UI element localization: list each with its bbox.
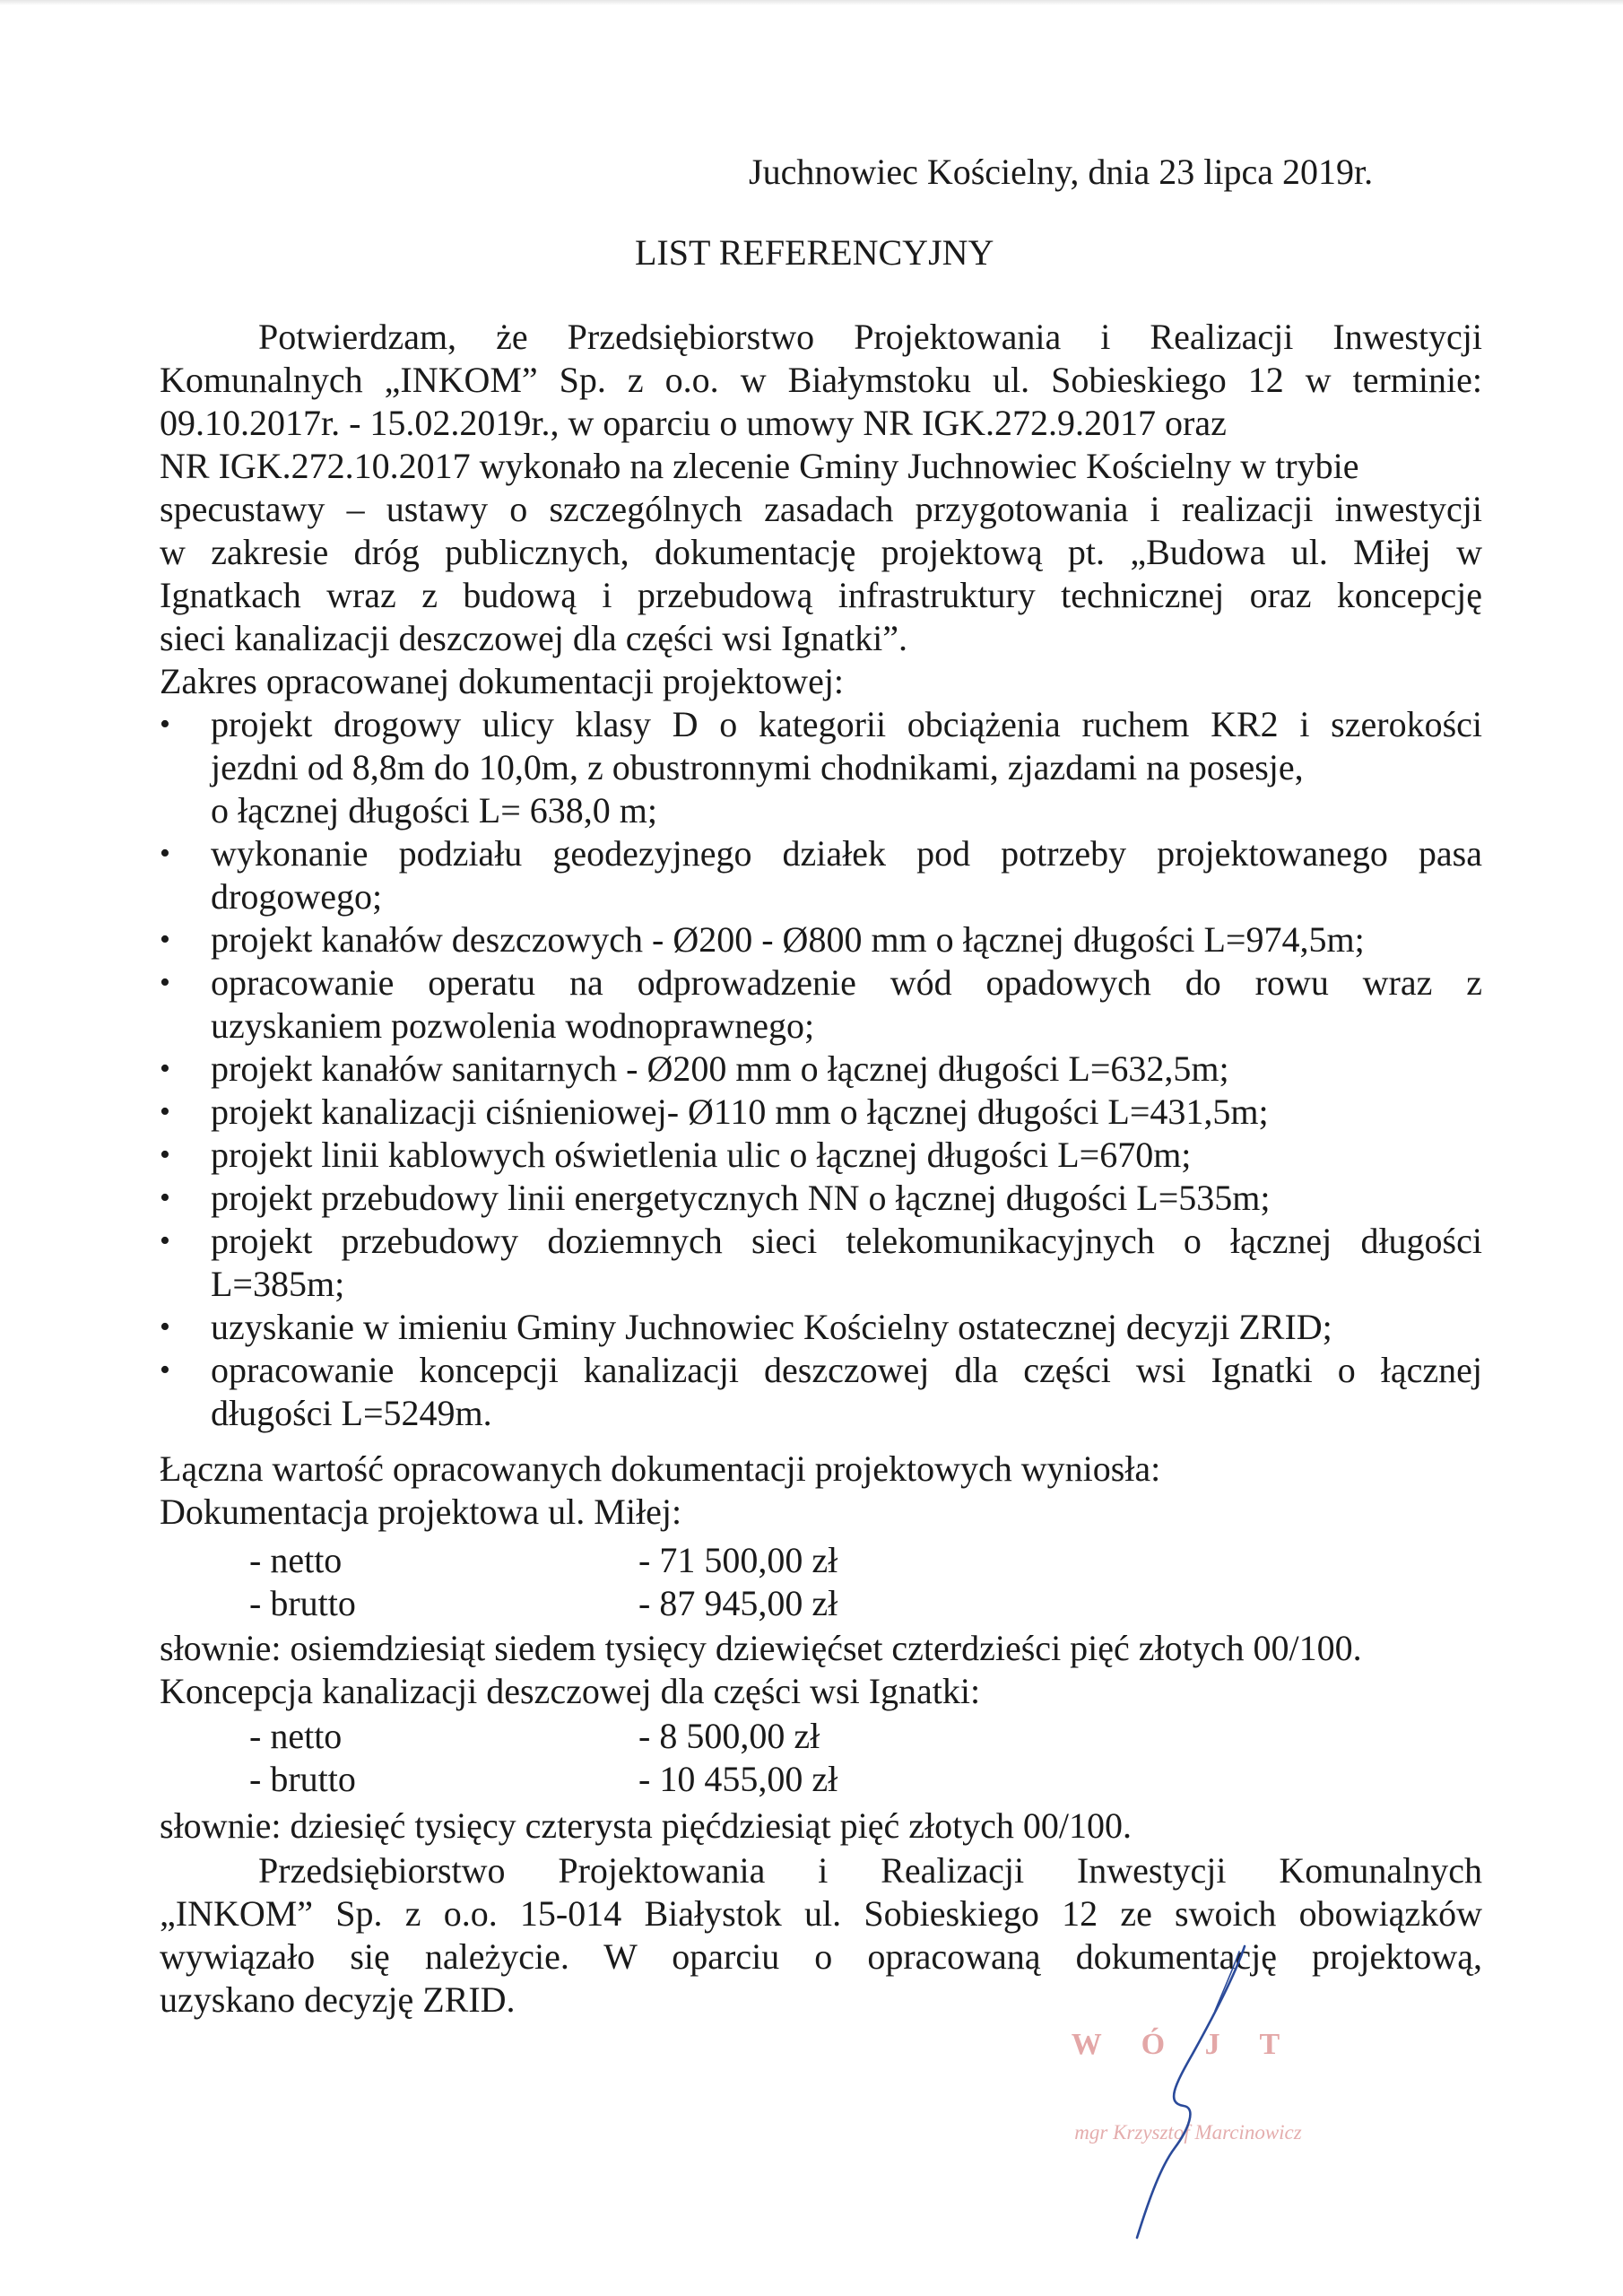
scope-heading: Zakres opracowanej dokumentacji projektowej: (160, 661, 845, 701)
scope-item-continuation: drogowego; (211, 876, 383, 917)
scope-item: projekt kanalizacji ciśnieniowej- Ø110 mm o łącznej długości L=431,5m; (211, 1091, 1269, 1132)
intro-line: specustawy – ustawy o szczególnych zasadach przygotowania i realizacji inwestycji (160, 489, 1482, 529)
doc1-words: słownie: osiemdziesiąt siedem tysięcy dziewięćset czterdzieści pięć złotych 00/100. (160, 1628, 1362, 1668)
stamp-title: W Ó J T (1071, 2028, 1297, 2061)
scope-item: projekt kanałów deszczowych - Ø200 - Ø800 mm o łącznej długości L=974,5m; (211, 919, 1365, 960)
scope-item: wykonanie podziału geodezyjnego działek pod potrzeby projektowanego pasa (211, 833, 1482, 874)
scope-item: projekt przebudowy doziemnych sieci telekomunikacyjnych o łącznej długości (211, 1221, 1482, 1261)
scope-item-continuation: długości L=5249m. (211, 1393, 492, 1433)
doc2-netto-label: - netto (249, 1716, 343, 1756)
official-stamp (1031, 1928, 1345, 2260)
bullet-icon: • (160, 923, 170, 956)
bullet-icon: • (160, 1181, 170, 1214)
scope-item-continuation: jezdni od 8,8m do 10,0m, z obustronnymi chodnikami, zjazdami na posesje, (211, 747, 1304, 787)
doc1-brutto-label: - brutto (249, 1583, 356, 1623)
closing-line: wywiązało się należycie. W oparciu o opracowaną dokumentację projektową, (160, 1936, 1482, 1977)
scope-item-continuation: uzyskaniem pozwolenia wodnoprawnego; (211, 1005, 815, 1046)
date-line: Juchnowiec Kościelny, dnia 23 lipca 2019r. (749, 152, 1374, 192)
doc1-netto-value: - 71 500,00 zł (638, 1540, 838, 1580)
bullet-icon: • (160, 966, 170, 999)
bullet-icon: • (160, 1353, 170, 1387)
total-heading: Łączna wartość opracowanych dokumentacji projektowych wyniosła: (160, 1448, 1161, 1489)
intro-line: 09.10.2017r. - 15.02.2019r., w oparciu o umowy NR IGK.272.9.2017 oraz (160, 403, 1227, 443)
intro-line: sieci kanalizacji deszczowej dla części wsi Ignatki”. (160, 618, 908, 658)
bullet-icon: • (160, 1224, 170, 1257)
intro-line: Ignatkach wraz z budową i przebudową infrastruktury technicznej oraz koncepcję (160, 575, 1482, 615)
closing-line: Przedsiębiorstwo Projektowania i Realizacji Inwestycji Komunalnych (258, 1850, 1482, 1891)
scan-edge (0, 0, 1623, 5)
intro-line: Komunalnych „INKOM” Sp. z o.o. w Białymstoku ul. Sobieskiego 12 w terminie: (160, 360, 1482, 400)
intro-line: Potwierdzam, że Przedsiębiorstwo Projektowania i Realizacji Inwestycji (258, 317, 1482, 357)
scope-item: projekt drogowy ulicy klasy D o kategorii obciążenia ruchem KR2 i szerokości (211, 704, 1482, 744)
document-title: LIST REFERENCYJNY (635, 232, 994, 273)
bullet-icon: • (160, 1138, 170, 1171)
doc2-heading: Koncepcja kanalizacji deszczowej dla części wsi Ignatki: (160, 1671, 981, 1711)
bullet-icon: • (160, 1310, 170, 1344)
scope-item: uzyskanie w imieniu Gminy Juchnowiec Kościelny ostatecznej decyzji ZRID; (211, 1307, 1332, 1347)
intro-line: w zakresie dróg publicznych, dokumentację projektową pt. „Budowa ul. Miłej w (160, 532, 1482, 572)
signature-stroke (1215, 1952, 1239, 2011)
scope-item-continuation: o łącznej długości L= 638,0 m; (211, 790, 658, 831)
bullet-icon: • (160, 1095, 170, 1128)
scope-item: projekt kanałów sanitarnych - Ø200 mm o łącznej długości L=632,5m; (211, 1048, 1229, 1089)
doc1-netto-label: - netto (249, 1540, 343, 1580)
bullet-icon: • (160, 837, 170, 870)
closing-line: uzyskano decyzję ZRID. (160, 1979, 516, 2020)
scope-item: opracowanie operatu na odprowadzenie wód opadowych do rowu wraz z (211, 962, 1482, 1003)
doc1-brutto-value: - 87 945,00 zł (638, 1583, 838, 1623)
doc2-netto-value: - 8 500,00 zł (638, 1716, 820, 1756)
scope-item: projekt przebudowy linii energetycznych NN o łącznej długości L=535m; (211, 1178, 1271, 1218)
scope-item: opracowanie koncepcji kanalizacji deszczowej dla części wsi Ignatki o łącznej (211, 1350, 1482, 1390)
scope-item-continuation: L=385m; (211, 1264, 345, 1304)
intro-line: NR IGK.272.10.2017 wykonało na zlecenie Gminy Juchnowiec Kościelny w trybie (160, 446, 1359, 486)
doc2-brutto-value: - 10 455,00 zł (638, 1759, 838, 1799)
doc2-words: słownie: dziesięć tysięcy czterysta pięćdziesiąt pięć złotych 00/100. (160, 1805, 1133, 1846)
bullet-icon: • (160, 708, 170, 741)
doc2-brutto-label: - brutto (249, 1759, 356, 1799)
bullet-icon: • (160, 1052, 170, 1085)
handwritten-signature (1137, 1946, 1245, 2238)
stamp-name: mgr Krzysztof Marcinowicz (1074, 2121, 1302, 2144)
doc1-heading: Dokumentacja projektowa ul. Miłej: (160, 1492, 682, 1532)
closing-line: „INKOM” Sp. z o.o. 15-014 Białystok ul. Sobieskiego 12 ze swoich obowiązków (160, 1893, 1482, 1934)
scope-item: projekt linii kablowych oświetlenia ulic o łącznej długości L=670m; (211, 1135, 1192, 1175)
